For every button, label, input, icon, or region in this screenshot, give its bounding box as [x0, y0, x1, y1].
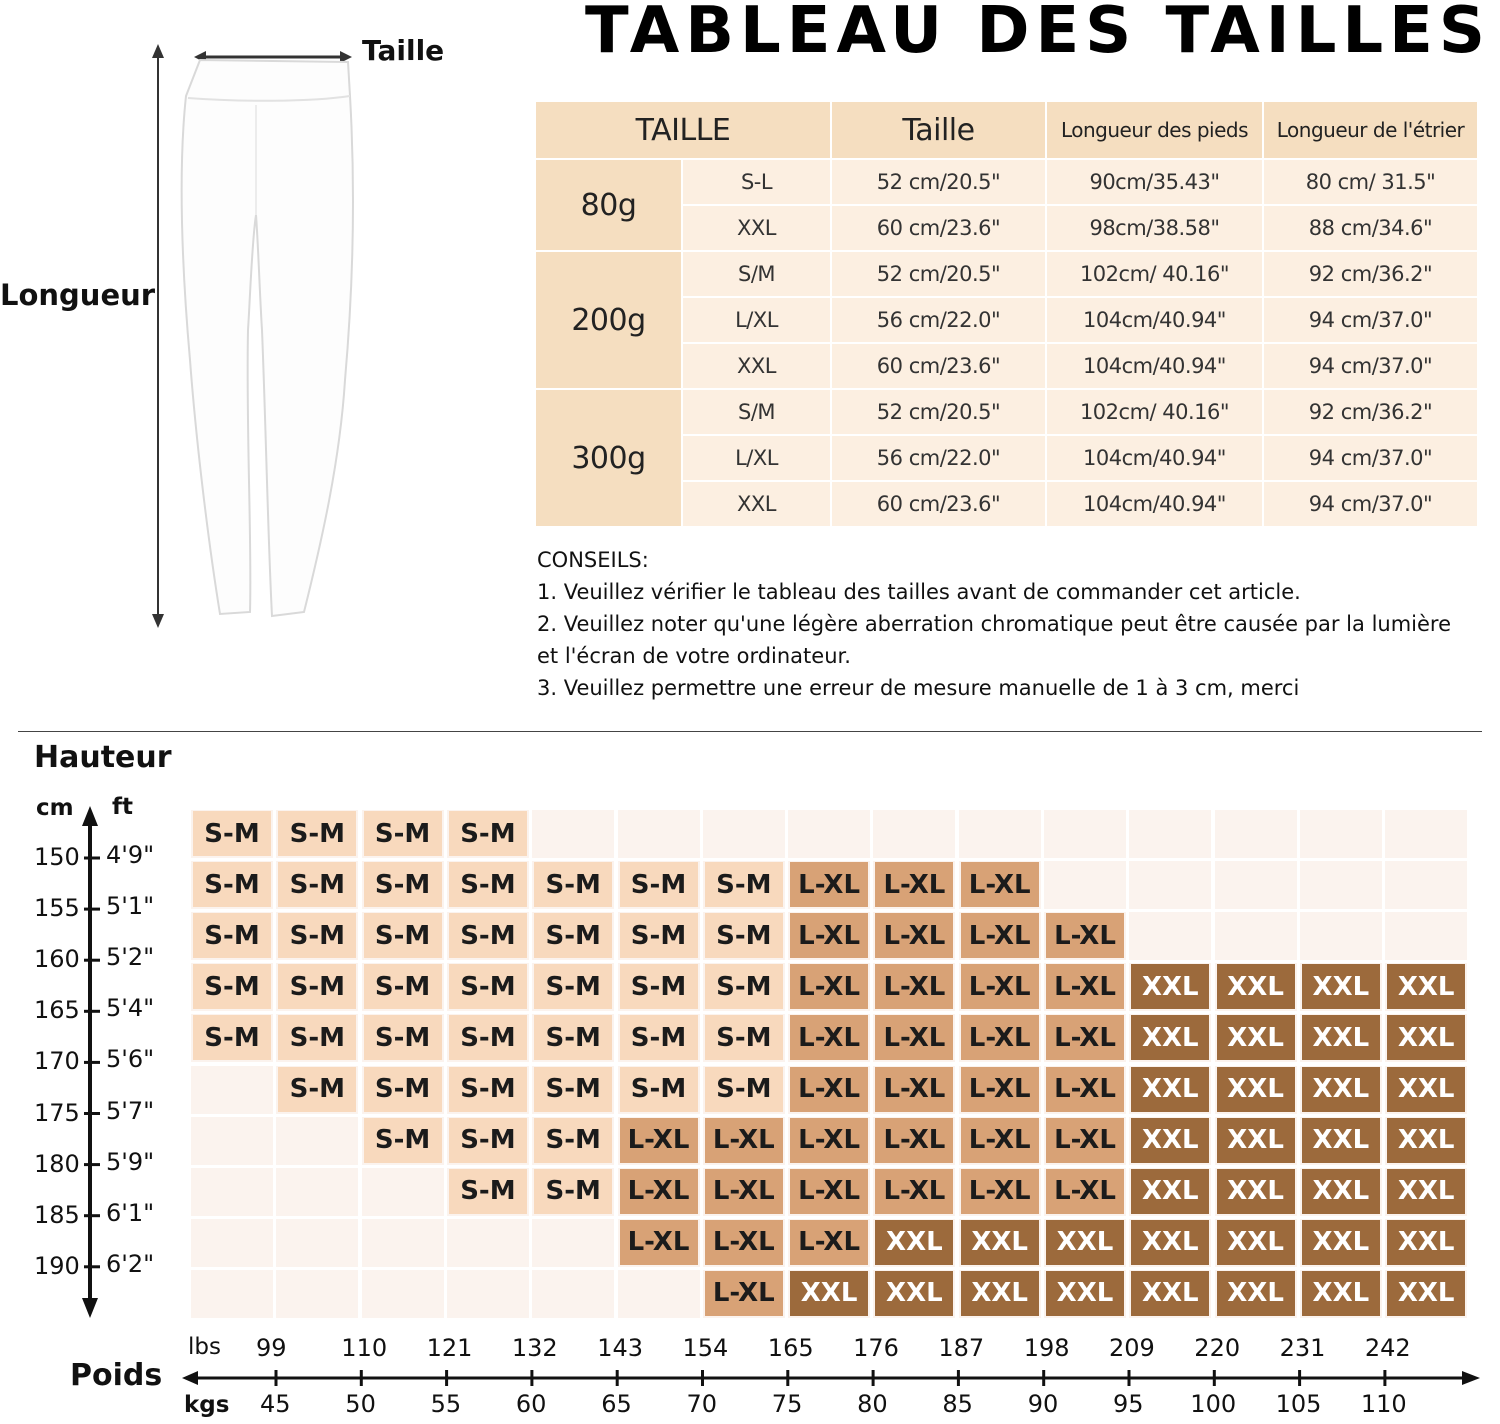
size-cell: L-XL	[1046, 1015, 1124, 1060]
grid-background-cell	[532, 1270, 614, 1318]
grid-background-cell	[1044, 861, 1126, 909]
y-tick-cm: 175	[34, 1098, 80, 1127]
x-tick-lbs: 99	[256, 1334, 287, 1362]
x-unit-kgs: kgs	[184, 1392, 230, 1418]
size-cell: S-M	[534, 1015, 612, 1060]
size-table-cell: S/M	[683, 252, 830, 296]
size-table-cell: 94 cm/37.0"	[1264, 482, 1477, 526]
grid-background-cell	[276, 1168, 358, 1216]
size-cell: L-XL	[875, 1015, 953, 1060]
size-cell: S-M	[534, 862, 612, 907]
size-table-cell: 88 cm/34.6"	[1264, 206, 1477, 250]
size-cell: L-XL	[875, 1067, 953, 1112]
grid-background-cell	[1385, 810, 1467, 858]
size-cell: L-XL	[705, 1118, 783, 1163]
size-cell: L-XL	[1046, 1118, 1124, 1163]
size-cell: XXL	[1387, 1169, 1465, 1214]
x-tick-lbs: 242	[1364, 1334, 1411, 1362]
y-tick-cm: 165	[34, 996, 80, 1025]
weight-cell: 80g	[536, 160, 681, 250]
size-cell: S-M	[534, 1118, 612, 1163]
size-cell: XXL	[1217, 1067, 1295, 1112]
size-cell: S-M	[449, 862, 527, 907]
size-table-cell: 104cm/40.94"	[1047, 482, 1262, 526]
size-cell: L-XL	[705, 1271, 783, 1316]
size-cell: S-M	[705, 862, 783, 907]
grid-background-cell	[788, 810, 870, 858]
size-cell: S-M	[193, 913, 271, 958]
grid-background-cell	[703, 810, 785, 858]
y-tick-cm: 150	[34, 843, 80, 871]
size-table-cell: 52 cm/20.5"	[832, 390, 1045, 434]
grid-background-cell	[362, 1270, 444, 1318]
x-tick-lbs: 110	[341, 1334, 388, 1362]
size-cell: XXL	[1217, 1118, 1295, 1163]
size-table-cell: 102cm/ 40.16"	[1047, 390, 1262, 434]
y-unit-cm: cm	[36, 795, 74, 821]
size-cell: S-M	[449, 964, 527, 1009]
header-taille-2: Taille	[832, 102, 1045, 158]
x-tick-lbs: 231	[1279, 1334, 1326, 1362]
size-cell: XXL	[1131, 1118, 1209, 1163]
x-tick-lbs: 165	[767, 1334, 814, 1362]
grid-background-cell	[1300, 810, 1382, 858]
page-title: TABLEAU DES TAILLES	[585, 0, 1491, 68]
x-tick-kgs: 70	[686, 1390, 718, 1418]
size-cell: XXL	[961, 1271, 1039, 1316]
size-cell: XXL	[1302, 1169, 1380, 1214]
y-tick-cm: 185	[34, 1200, 80, 1229]
size-cell: S-M	[278, 862, 356, 907]
grid-background-cell	[191, 1168, 273, 1216]
size-cell: L-XL	[620, 1169, 698, 1214]
grid-background-cell	[1129, 810, 1211, 858]
size-cell: XXL	[1217, 1015, 1295, 1060]
size-table-cell: 98cm/38.58"	[1047, 206, 1262, 250]
size-table-cell: 60 cm/23.6"	[832, 482, 1045, 526]
y-tick-cm: 180	[34, 1149, 80, 1178]
x-tick-kgs: 45	[260, 1390, 291, 1418]
size-table-cell: 104cm/40.94"	[1047, 344, 1262, 388]
size-table-cell: 80 cm/ 31.5"	[1264, 160, 1477, 204]
grid-background-cell	[362, 1168, 444, 1216]
size-cell: L-XL	[790, 1015, 868, 1060]
header-longueur-etrier: Longueur de l'étrier	[1264, 102, 1477, 158]
size-table-cell: 94 cm/37.0"	[1264, 298, 1477, 342]
size-cell: S-M	[278, 1067, 356, 1112]
grid-background-cell	[1300, 861, 1382, 909]
size-cell: L-XL	[961, 1169, 1039, 1214]
size-cell: L-XL	[961, 1015, 1039, 1060]
size-table-cell: 90cm/35.43"	[1047, 160, 1262, 204]
x-tick-lbs: 154	[682, 1334, 729, 1362]
size-cell: XXL	[1302, 964, 1380, 1009]
size-cell: XXL	[1302, 1271, 1380, 1316]
x-tick-lbs: 132	[511, 1334, 558, 1362]
grid-background-cell	[1385, 861, 1467, 909]
size-cell: S-M	[705, 964, 783, 1009]
y-tick-cm: 170	[34, 1047, 80, 1076]
size-table-cell: L/XL	[683, 436, 830, 480]
size-cell: L-XL	[620, 1118, 698, 1163]
size-table-cell: 60 cm/23.6"	[832, 206, 1045, 250]
y-tick-ft: 5'2"	[106, 943, 155, 972]
tip-item-3: 3. Veuillez permettre une erreur de mesure manuelle de 1 à 3 cm, merci	[537, 676, 1300, 700]
size-cell: XXL	[1046, 1220, 1124, 1265]
y-tick-ft: 5'4"	[106, 994, 155, 1023]
size-cell: S-M	[364, 811, 442, 856]
size-cell: XXL	[1302, 1118, 1380, 1163]
size-cell: XXL	[1387, 1067, 1465, 1112]
size-cell: L-XL	[620, 1220, 698, 1265]
size-cell: S-M	[620, 1067, 698, 1112]
size-cell: S-M	[364, 862, 442, 907]
size-cell: XXL	[1046, 1271, 1124, 1316]
size-cell: XXL	[1217, 1220, 1295, 1265]
x-tick-kgs: 105	[1275, 1390, 1322, 1418]
y-tick-ft: 5'6"	[106, 1045, 155, 1074]
size-table-cell: 102cm/ 40.16"	[1047, 252, 1262, 296]
size-cell: XXL	[1131, 1067, 1209, 1112]
size-cell: XXL	[1217, 964, 1295, 1009]
grid-background-cell	[1215, 810, 1297, 858]
x-tick-kgs: 75	[771, 1390, 803, 1418]
size-cell: XXL	[1131, 1271, 1209, 1316]
grid-background-cell	[618, 810, 700, 858]
size-table-cell: 92 cm/36.2"	[1264, 390, 1477, 434]
size-cell: L-XL	[961, 964, 1039, 1009]
grid-background-cell	[191, 1117, 273, 1165]
x-tick-lbs: 187	[938, 1334, 985, 1362]
y-tick-ft: 5'1"	[106, 892, 155, 921]
y-tick-ft: 6'1"	[106, 1198, 155, 1227]
size-cell: S-M	[364, 964, 442, 1009]
grid-background-cell	[447, 1219, 529, 1267]
size-cell: S-M	[449, 913, 527, 958]
grid-background-cell	[362, 1219, 444, 1267]
size-cell: S-M	[705, 1015, 783, 1060]
x-tick-kgs: 60	[515, 1390, 547, 1418]
size-cell: XXL	[1131, 964, 1209, 1009]
size-cell: S-M	[534, 964, 612, 1009]
x-tick-lbs: 121	[426, 1334, 473, 1362]
size-table-cell: 56 cm/22.0"	[832, 436, 1045, 480]
size-cell: S-M	[449, 1118, 527, 1163]
tip-item-1: 1. Veuillez vérifier le tableau des tailles avant de commander cet article.	[537, 580, 1301, 604]
x-tick-kgs: 100	[1190, 1390, 1237, 1418]
size-cell: S-M	[364, 913, 442, 958]
weight-cell: 200g	[536, 252, 681, 388]
size-cell: L-XL	[790, 964, 868, 1009]
grid-background-cell	[276, 1219, 358, 1267]
x-tick-lbs: 220	[1194, 1334, 1241, 1362]
size-cell: L-XL	[705, 1220, 783, 1265]
grid-background-cell	[959, 810, 1041, 858]
size-cell: XXL	[1217, 1271, 1295, 1316]
size-cell: S-M	[620, 964, 698, 1009]
size-table-cell: 104cm/40.94"	[1047, 436, 1262, 480]
weight-cell: 300g	[536, 390, 681, 526]
size-cell: S-M	[620, 913, 698, 958]
y-axis-title: Hauteur	[34, 740, 172, 775]
size-cell: L-XL	[961, 862, 1039, 907]
x-unit-lbs: lbs	[188, 1334, 221, 1360]
size-cell: L-XL	[961, 1118, 1039, 1163]
tip-item-2: 2. Veuillez noter qu'une légère aberration chromatique peut être causée par la lumière et l'écran de votre ordinateur.	[537, 612, 1452, 668]
x-tick-lbs: 198	[1023, 1334, 1070, 1362]
y-tick-ft: 5'7"	[106, 1096, 155, 1125]
size-cell: S-M	[193, 811, 271, 856]
size-cell: S-M	[449, 1015, 527, 1060]
size-cell: S-M	[620, 1015, 698, 1060]
grid-background-cell	[276, 1270, 358, 1318]
header-longueur-pieds: Longueur des pieds	[1047, 102, 1262, 158]
size-cell: XXL	[790, 1271, 868, 1316]
x-tick-kgs: 80	[857, 1390, 888, 1418]
tips-heading: CONSEILS:	[537, 548, 649, 572]
size-table-cell: XXL	[683, 344, 830, 388]
grid-background-cell	[1300, 912, 1382, 960]
size-table-cell: 56 cm/22.0"	[832, 298, 1045, 342]
size-cell: S-M	[534, 1169, 612, 1214]
size-cell: XXL	[875, 1271, 953, 1316]
x-tick-kgs: 55	[430, 1390, 462, 1418]
size-cell: L-XL	[875, 862, 953, 907]
x-tick-kgs: 90	[1027, 1390, 1059, 1418]
grid-background-cell	[191, 1219, 273, 1267]
size-cell: S-M	[449, 1067, 527, 1112]
size-cell: L-XL	[1046, 913, 1124, 958]
size-cell: L-XL	[875, 1118, 953, 1163]
size-table-cell: XXL	[683, 482, 830, 526]
grid-background-cell	[1385, 912, 1467, 960]
y-tick-cm: 155	[34, 894, 80, 923]
size-table-cell: 94 cm/37.0"	[1264, 344, 1477, 388]
size-cell: S-M	[449, 1169, 527, 1214]
grid-background-cell	[191, 1270, 273, 1318]
size-cell: S-M	[278, 811, 356, 856]
y-tick-ft: 6'2"	[106, 1249, 155, 1278]
x-tick-kgs: 85	[942, 1390, 973, 1418]
size-cell: L-XL	[790, 1067, 868, 1112]
size-cell: XXL	[1131, 1169, 1209, 1214]
size-cell: L-XL	[961, 913, 1039, 958]
size-cell: L-XL	[790, 1118, 868, 1163]
y-tick-ft: 5'9"	[106, 1147, 155, 1176]
size-cell: XXL	[1387, 1220, 1465, 1265]
grid-background-cell	[1129, 861, 1211, 909]
size-cell: XXL	[961, 1220, 1039, 1265]
header-taille-1: TAILLE	[536, 102, 830, 158]
grid-background-cell	[447, 1270, 529, 1318]
size-cell: L-XL	[875, 913, 953, 958]
size-table-cell: 104cm/40.94"	[1047, 298, 1262, 342]
x-tick-lbs: 176	[853, 1334, 899, 1362]
x-tick-kgs: 65	[601, 1390, 632, 1418]
x-tick-lbs: 209	[1109, 1334, 1155, 1362]
size-table-cell: 92 cm/36.2"	[1264, 252, 1477, 296]
size-table-cell: L/XL	[683, 298, 830, 342]
grid-background-cell	[1215, 861, 1297, 909]
x-tick-lbs: 143	[597, 1334, 643, 1362]
y-tick-cm: 190	[34, 1251, 80, 1280]
size-cell: L-XL	[1046, 964, 1124, 1009]
size-cell: XXL	[1302, 1067, 1380, 1112]
size-cell: S-M	[449, 811, 527, 856]
size-cell: S-M	[705, 913, 783, 958]
size-cell: XXL	[1302, 1015, 1380, 1060]
size-cell: S-M	[278, 964, 356, 1009]
size-cell: XXL	[1387, 1271, 1465, 1316]
size-cell: L-XL	[961, 1067, 1039, 1112]
size-cell: S-M	[534, 1067, 612, 1112]
grid-background-cell	[532, 810, 614, 858]
y-tick-cm: 160	[34, 945, 80, 974]
size-cell: S-M	[364, 1015, 442, 1060]
x-tick-kgs: 50	[345, 1390, 376, 1418]
grid-background-cell	[1215, 912, 1297, 960]
size-table-cell: XXL	[683, 206, 830, 250]
size-cell: XXL	[1131, 1015, 1209, 1060]
size-cell: L-XL	[790, 913, 868, 958]
size-cell: L-XL	[790, 862, 868, 907]
size-cell: L-XL	[875, 964, 953, 1009]
size-table-cell: 52 cm/20.5"	[832, 160, 1045, 204]
size-cell: XXL	[875, 1220, 953, 1265]
grid-background-cell	[1129, 912, 1211, 960]
y-tick-ft: 4'9"	[106, 841, 155, 869]
size-cell: XXL	[1217, 1169, 1295, 1214]
size-table-cell: 94 cm/37.0"	[1264, 436, 1477, 480]
size-table-cell: S-L	[683, 160, 830, 204]
grid-background-cell	[873, 810, 955, 858]
size-cell: L-XL	[1046, 1067, 1124, 1112]
size-table-cell: 52 cm/20.5"	[832, 252, 1045, 296]
size-cell: S-M	[705, 1067, 783, 1112]
grid-background-cell	[191, 1066, 273, 1114]
size-cell: S-M	[364, 1067, 442, 1112]
size-cell: XXL	[1131, 1220, 1209, 1265]
x-tick-kgs: 110	[1360, 1390, 1407, 1418]
size-cell: S-M	[278, 1015, 356, 1060]
size-cell: XXL	[1387, 1118, 1465, 1163]
size-cell: S-M	[620, 862, 698, 907]
waist-label: Taille	[362, 34, 445, 67]
size-cell: L-XL	[790, 1169, 868, 1214]
grid-background-cell	[532, 1219, 614, 1267]
size-cell: L-XL	[875, 1169, 953, 1214]
y-unit-ft: ft	[112, 794, 134, 820]
size-table-cell: S/M	[683, 390, 830, 434]
size-cell: S-M	[278, 913, 356, 958]
size-cell: XXL	[1387, 964, 1465, 1009]
size-cell: L-XL	[790, 1220, 868, 1265]
size-cell: S-M	[193, 964, 271, 1009]
size-cell: S-M	[193, 862, 271, 907]
x-axis-title: Poids	[70, 1358, 163, 1393]
grid-background-cell	[276, 1117, 358, 1165]
size-cell: XXL	[1387, 1015, 1465, 1060]
grid-background-cell	[618, 1270, 700, 1318]
size-cell: XXL	[1302, 1220, 1380, 1265]
size-cell: S-M	[534, 913, 612, 958]
x-tick-kgs: 95	[1113, 1390, 1144, 1418]
size-table-cell: 60 cm/23.6"	[832, 344, 1045, 388]
size-cell: L-XL	[1046, 1169, 1124, 1214]
size-cell: S-M	[193, 1015, 271, 1060]
size-cell: S-M	[364, 1118, 442, 1163]
length-label: Longueur	[0, 278, 156, 312]
grid-background-cell	[1044, 810, 1126, 858]
size-cell: L-XL	[705, 1169, 783, 1214]
